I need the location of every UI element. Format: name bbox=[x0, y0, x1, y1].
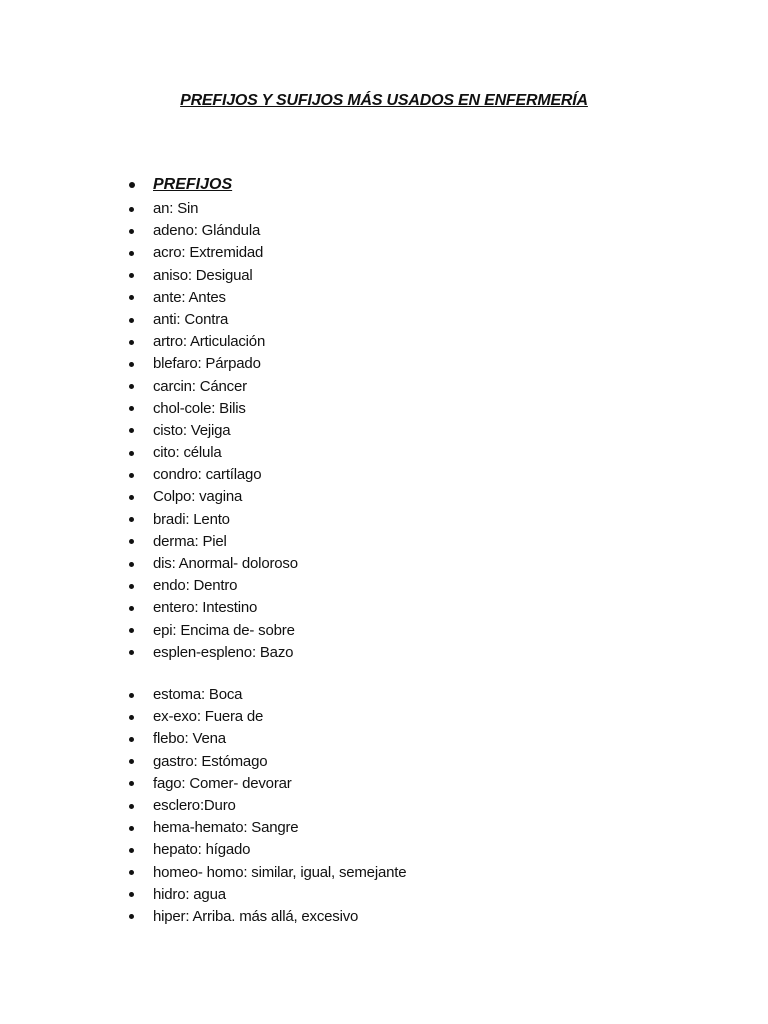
bullet-icon bbox=[129, 295, 134, 300]
bullet-icon bbox=[129, 251, 134, 256]
list-item-text: entero: Intestino bbox=[153, 599, 258, 617]
list-item bbox=[126, 862, 406, 884]
list-item-text: chol-cole: Bilis bbox=[153, 399, 246, 417]
list-item-text: bradi: Lento bbox=[153, 510, 230, 528]
bullet-icon bbox=[129, 362, 134, 367]
list-item bbox=[126, 575, 298, 597]
list-item-text: hiper: Arriba. más allá, excesivo bbox=[153, 907, 359, 925]
bullet-icon bbox=[129, 229, 134, 234]
list-item bbox=[126, 597, 298, 619]
bullet-icon bbox=[129, 406, 134, 411]
list-item-text: condro: cartílago bbox=[153, 466, 262, 484]
list-item bbox=[126, 817, 406, 839]
list-item bbox=[126, 420, 298, 442]
section-heading-prefijos bbox=[126, 176, 232, 194]
bullet-icon bbox=[129, 715, 134, 720]
list-item-text: adeno: Glándula bbox=[153, 222, 261, 240]
bullet-icon bbox=[129, 473, 134, 478]
list-item-text: gastro: Estómago bbox=[153, 752, 268, 770]
bullet-icon bbox=[129, 340, 134, 345]
bullet-icon bbox=[129, 759, 134, 764]
bullet-icon bbox=[129, 495, 134, 500]
list-item-text: cito: célula bbox=[153, 444, 222, 462]
section-heading-label: PREFIJOS bbox=[153, 176, 233, 193]
list-item bbox=[126, 398, 298, 420]
bullet-icon bbox=[129, 451, 134, 456]
list-item-text: artro: Articulación bbox=[153, 333, 266, 351]
list-item-text: ex-exo: Fuera de bbox=[153, 708, 264, 726]
list-item bbox=[126, 220, 298, 242]
list-item-text: aniso: Desigual bbox=[153, 266, 253, 284]
list-item bbox=[126, 265, 298, 287]
bullet-icon bbox=[129, 693, 134, 698]
list-item-text: derma: Piel bbox=[153, 532, 227, 550]
list-item bbox=[126, 198, 298, 220]
bullet-icon bbox=[129, 737, 134, 742]
list-item-text: dis: Anormal- doloroso bbox=[153, 555, 298, 572]
list-item bbox=[126, 353, 298, 375]
bullet-icon bbox=[129, 562, 134, 567]
list-item-text: hepato: hígado bbox=[153, 841, 251, 859]
list-item bbox=[126, 728, 406, 750]
list-item-text: ante: Antes bbox=[153, 288, 226, 306]
list-item-text: flebo: Vena bbox=[153, 730, 226, 748]
list-item bbox=[126, 620, 298, 642]
list-item bbox=[126, 486, 298, 508]
list-item bbox=[126, 884, 406, 906]
list-item-text: blefaro: Párpado bbox=[153, 355, 261, 373]
list-item bbox=[126, 531, 298, 553]
list-item bbox=[126, 553, 298, 575]
list-item bbox=[126, 906, 406, 928]
list-item bbox=[126, 795, 406, 817]
bullet-icon bbox=[129, 650, 134, 655]
prefix-list-group-2 bbox=[126, 684, 406, 928]
list-item-text: endo: Dentro bbox=[153, 577, 238, 595]
prefix-list-group-1 bbox=[126, 198, 298, 664]
bullet-icon bbox=[129, 318, 134, 323]
bullet-icon bbox=[129, 892, 134, 897]
list-item bbox=[126, 331, 298, 353]
bullet-icon bbox=[129, 428, 134, 433]
bullet-icon bbox=[129, 584, 134, 589]
list-item bbox=[126, 642, 298, 664]
bullet-icon bbox=[129, 804, 134, 809]
list-item bbox=[126, 509, 298, 531]
bullet-icon bbox=[129, 914, 134, 919]
list-item bbox=[126, 464, 298, 486]
list-item-text: epi: Encima de- sobre bbox=[153, 621, 295, 639]
bullet-icon bbox=[129, 826, 134, 831]
bullet-icon bbox=[129, 606, 134, 611]
list-item-text: acro: Extremidad bbox=[153, 244, 264, 262]
bullet-icon bbox=[129, 517, 134, 522]
bullet-icon bbox=[129, 273, 134, 278]
list-item-text: an: Sin bbox=[153, 200, 199, 217]
list-item-text: homeo- homo: similar, igual, semejante bbox=[153, 863, 407, 881]
list-item bbox=[126, 839, 406, 861]
bullet-icon bbox=[129, 182, 135, 188]
bullet-icon bbox=[129, 539, 134, 544]
list-item bbox=[126, 442, 298, 464]
list-item-text: Colpo: vagina bbox=[153, 488, 243, 506]
list-item bbox=[126, 287, 298, 309]
document-title: PREFIJOS Y SUFIJOS MÁS USADOS EN ENFERMERÍA bbox=[180, 92, 588, 109]
list-item-text: estoma: Boca bbox=[153, 686, 243, 703]
list-item-text: esclero:Duro bbox=[153, 796, 236, 814]
list-item-text: fago: Comer- devorar bbox=[153, 774, 292, 792]
list-item-text: hema-hemato: Sangre bbox=[153, 819, 299, 837]
bullet-icon bbox=[129, 628, 134, 633]
list-item-text: anti: Contra bbox=[153, 310, 229, 328]
bullet-icon bbox=[129, 384, 134, 389]
bullet-icon bbox=[129, 870, 134, 875]
list-item bbox=[126, 751, 406, 773]
list-item bbox=[126, 706, 406, 728]
bullet-icon bbox=[129, 848, 134, 853]
list-item bbox=[126, 684, 406, 706]
list-item-text: cisto: Vejiga bbox=[153, 421, 231, 439]
bullet-icon bbox=[129, 781, 134, 786]
list-item-text: esplen-espleno: Bazo bbox=[153, 643, 294, 661]
list-item-text: hidro: agua bbox=[153, 885, 226, 903]
list-item bbox=[126, 376, 298, 398]
list-item-text: carcin: Cáncer bbox=[153, 377, 247, 395]
list-item bbox=[126, 242, 298, 264]
list-item bbox=[126, 773, 406, 795]
list-item bbox=[126, 309, 298, 331]
bullet-icon bbox=[129, 207, 134, 212]
